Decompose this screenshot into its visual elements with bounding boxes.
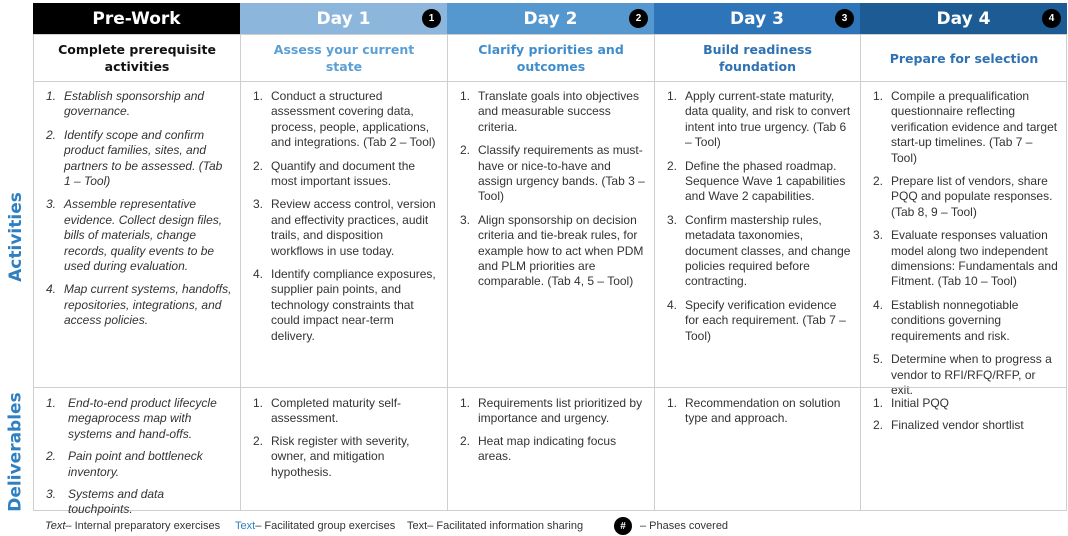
phase-badge-icon: 1 — [422, 9, 441, 28]
item-text: Heat map indicating focus areas. — [478, 433, 617, 464]
legend-facilitated-label: – Facilitated group exercises — [255, 520, 396, 532]
item-number: 2. — [253, 433, 264, 448]
item-text: Compile a prequalification questionnaire reflecting verification evidence and target start-up timelines. (Tab 7 – Tool) — [891, 89, 1058, 165]
deliverables-cell-day-3 — [654, 387, 860, 510]
legend-phases-label: – Phases covered — [640, 520, 729, 532]
activitie-item — [667, 89, 852, 151]
item-number: 3. — [253, 197, 264, 212]
item-text: Translate goals into objectives and measurable success criteria. — [478, 89, 639, 134]
item-number: 2. — [253, 158, 264, 173]
item-number: 3. — [667, 212, 678, 227]
subtitle-day-2: Clarify priorities and outcomes — [447, 34, 654, 81]
activities-cell-day-2 — [447, 81, 654, 387]
item-text: Define the phased roadmap. Sequence Wave 1 capabilities and Wave 2 capabilities. — [685, 158, 846, 204]
header-day-2 — [447, 3, 654, 34]
item-number: 3. — [46, 487, 57, 502]
activitie-item — [873, 298, 1059, 344]
row-label-deliverables — [0, 390, 32, 513]
deliverables-cell-day-2 — [447, 387, 654, 510]
activitie-item — [667, 298, 852, 344]
item-text: Pain point and bottleneck inventory. — [68, 449, 203, 479]
phase-grid — [33, 3, 1067, 517]
deliverable-item — [873, 396, 1059, 411]
activitie-item — [667, 213, 852, 290]
activitie-item — [46, 89, 232, 120]
activities-list-day-1 — [241, 82, 447, 344]
activities-list-day-3 — [655, 82, 860, 344]
row-label-activities-text: Activities — [6, 192, 27, 282]
legend-info-sample: Text — [407, 520, 428, 532]
activities-list-day-4 — [861, 82, 1067, 398]
activitie-item — [46, 128, 232, 190]
subtitle-day-1: Assess your current state — [240, 34, 447, 81]
header-day-1 — [240, 3, 447, 34]
legend-facilitated — [235, 520, 407, 532]
deliverable-item — [667, 396, 852, 427]
item-number: 2. — [46, 127, 57, 142]
row-label-deliverables-text: Deliverables — [6, 391, 27, 512]
legend-internal-sample: Text — [45, 520, 66, 532]
header-title-pre-work: Pre-Work — [92, 8, 181, 29]
activitie-item — [253, 89, 439, 151]
item-number: 3. — [873, 228, 884, 243]
activitie-item — [873, 228, 1059, 290]
header-title-day-4: Day 4 — [936, 8, 991, 29]
activities-list-day-2 — [448, 82, 654, 290]
legend-phases — [614, 517, 728, 535]
activitie-item — [253, 197, 439, 259]
activities-list-pre-work — [34, 82, 240, 329]
deliverables-list-day-2 — [448, 388, 654, 465]
item-text: Classify requirements as must-have or nice-to-have and assign urgency bands. (Tab 3 – Tool) — [478, 143, 645, 204]
item-number: 2. — [873, 418, 884, 433]
item-text: Apply current-state maturity, data quality, and risk to convert intent into true urgency. (Tab 6 – Tool) — [685, 89, 851, 150]
activitie-item — [460, 89, 646, 135]
activitie-item — [667, 159, 852, 205]
item-number: 1. — [667, 396, 678, 410]
activitie-item — [46, 282, 232, 328]
legend-facilitated-sample: Text — [235, 520, 256, 532]
legend-internal-label: – Internal preparatory exercises — [65, 520, 221, 532]
item-number: 3. — [460, 212, 471, 227]
item-number: 4. — [46, 282, 57, 297]
item-number: 4. — [873, 297, 884, 312]
activitie-item — [873, 89, 1059, 166]
item-text: Systems and data touchpoints. — [68, 487, 165, 517]
item-text: Prepare list of vendors, share PQQ and populate responses. (Tab 8, 9 – Tool) — [891, 174, 1053, 219]
item-text: Finalized vendor shortlist — [891, 418, 1024, 433]
item-number: 1. — [460, 89, 471, 103]
item-text: Establish sponsorship and governance. — [64, 89, 205, 119]
phase-badge-icon: # — [614, 517, 632, 535]
item-number: 2. — [460, 143, 471, 158]
deliverables-list-pre-work — [34, 388, 240, 518]
item-text: End-to-end product lifecycle megaprocess map with systems and hand-offs. — [68, 396, 217, 441]
activities-cell-day-1 — [240, 81, 447, 387]
item-text: Establish nonnegotiable conditions governing requirements and risk. — [891, 297, 1019, 343]
item-number: 1. — [253, 89, 264, 103]
activitie-item — [460, 143, 646, 205]
legend-internal — [45, 520, 235, 532]
subtitle-pre-work: Complete prerequisite activities — [33, 34, 240, 81]
item-text: Map current systems, handoffs, repositories, integrations, and access policies. — [64, 282, 232, 328]
item-number: 4. — [253, 267, 264, 282]
subtitle-day-3: Build readiness foundation — [654, 34, 860, 81]
item-number: 2. — [46, 449, 57, 464]
deliverable-item — [253, 434, 439, 480]
deliverables-cell-day-4 — [860, 387, 1067, 510]
item-number: 2. — [873, 174, 884, 189]
item-text: Determine when to progress a vendor to RFI/RFQ/RFP, or exit. — [891, 352, 1052, 397]
item-text: Specify verification evidence for each requirement. (Tab 7 – Tool) — [685, 297, 846, 343]
item-text: Confirm mastership rules, metadata taxonomies, document classes, and change policies required before contracting. — [685, 212, 851, 289]
item-text: Requirements list prioritized by importance and urgency. — [478, 396, 643, 426]
activitie-item — [253, 159, 439, 190]
activities-cell-day-4 — [860, 81, 1067, 397]
deliverable-item — [460, 434, 646, 465]
header-title-day-2: Day 2 — [523, 8, 578, 29]
item-text: Identify scope and confirm product families, sites, and partners to be assessed. (Tab 1 – Tool) — [64, 127, 223, 189]
deliverables-list-day-4 — [861, 388, 1067, 434]
item-number: 2. — [667, 158, 678, 173]
deliverables-list-day-3 — [655, 388, 860, 427]
deliverable-item — [253, 396, 439, 427]
header-day-4 — [860, 3, 1067, 34]
legend — [45, 518, 728, 534]
item-number: 4. — [667, 297, 678, 312]
deliverable-item — [46, 396, 232, 442]
item-number: 1. — [667, 89, 678, 103]
item-text: Completed maturity self-assessment. — [271, 396, 402, 426]
phase-badge-icon: 4 — [1042, 9, 1061, 28]
subtitle-day-4: Prepare for selection — [860, 34, 1067, 81]
item-text: Quantify and document the most important issues. — [271, 158, 416, 189]
header-pre-work — [33, 3, 240, 34]
item-number: 2. — [460, 433, 471, 448]
item-text: Risk register with severity, owner, and mitigation hypothesis. — [271, 433, 410, 479]
deliverables-list-day-1 — [241, 388, 447, 480]
activities-cell-pre-work — [33, 81, 240, 387]
item-number: 3. — [46, 197, 57, 212]
header-day-3 — [654, 3, 860, 34]
deliverable-item — [46, 449, 232, 480]
activitie-item — [873, 174, 1059, 220]
item-number: 1. — [873, 89, 884, 103]
item-text: Identify compliance exposures, supplier pain points, and technology constraints that could impact near-term delivery. — [271, 267, 436, 343]
phase-badge-icon: 3 — [835, 9, 854, 28]
item-number: 1. — [46, 89, 57, 103]
legend-info-label: – Facilitated information sharing — [427, 520, 584, 532]
item-text: Initial PQQ — [891, 396, 950, 410]
item-text: Evaluate responses valuation model along two independent dimensions: Fundamentals and Fitment. (Tab 10 – Tool) — [891, 228, 1058, 289]
item-text: Review access control, version and effectivity practices, audit trails, and disposition workflows in use today. — [271, 197, 436, 258]
deliverable-item — [46, 487, 232, 518]
item-number: 5. — [873, 352, 884, 367]
activitie-item — [253, 267, 439, 344]
header-title-day-3: Day 3 — [730, 8, 784, 29]
deliverable-item — [873, 418, 1059, 433]
item-text: Align sponsorship on decision criteria and tie-break rules, for example how to act when PDM and PLM priorities are comparable. (Tab 4, 5 – Tool) — [478, 212, 644, 289]
header-title-day-1: Day 1 — [316, 8, 371, 29]
activitie-item — [460, 213, 646, 290]
item-number: 1. — [873, 396, 884, 410]
activitie-item — [46, 197, 232, 274]
deliverables-cell-day-1 — [240, 387, 447, 510]
item-text: Recommendation on solution type and approach. — [685, 396, 841, 426]
item-text: Assemble representative evidence. Collect design files, bills of materials, change records, quality events to be used during evaluation. — [64, 197, 223, 274]
item-number: 1. — [460, 396, 471, 410]
row-label-activities — [0, 84, 32, 390]
deliverables-cell-pre-work — [33, 387, 240, 517]
legend-info-sharing — [407, 520, 614, 532]
item-text: Conduct a structured assessment covering data, process, people, applications, and integrations. (Tab 2 – Tool) — [271, 89, 436, 150]
phase-badge-icon: 2 — [629, 9, 648, 28]
deliverable-item — [460, 396, 646, 427]
activities-cell-day-3 — [654, 81, 860, 387]
item-number: 1. — [253, 396, 264, 410]
item-number: 1. — [46, 396, 57, 410]
